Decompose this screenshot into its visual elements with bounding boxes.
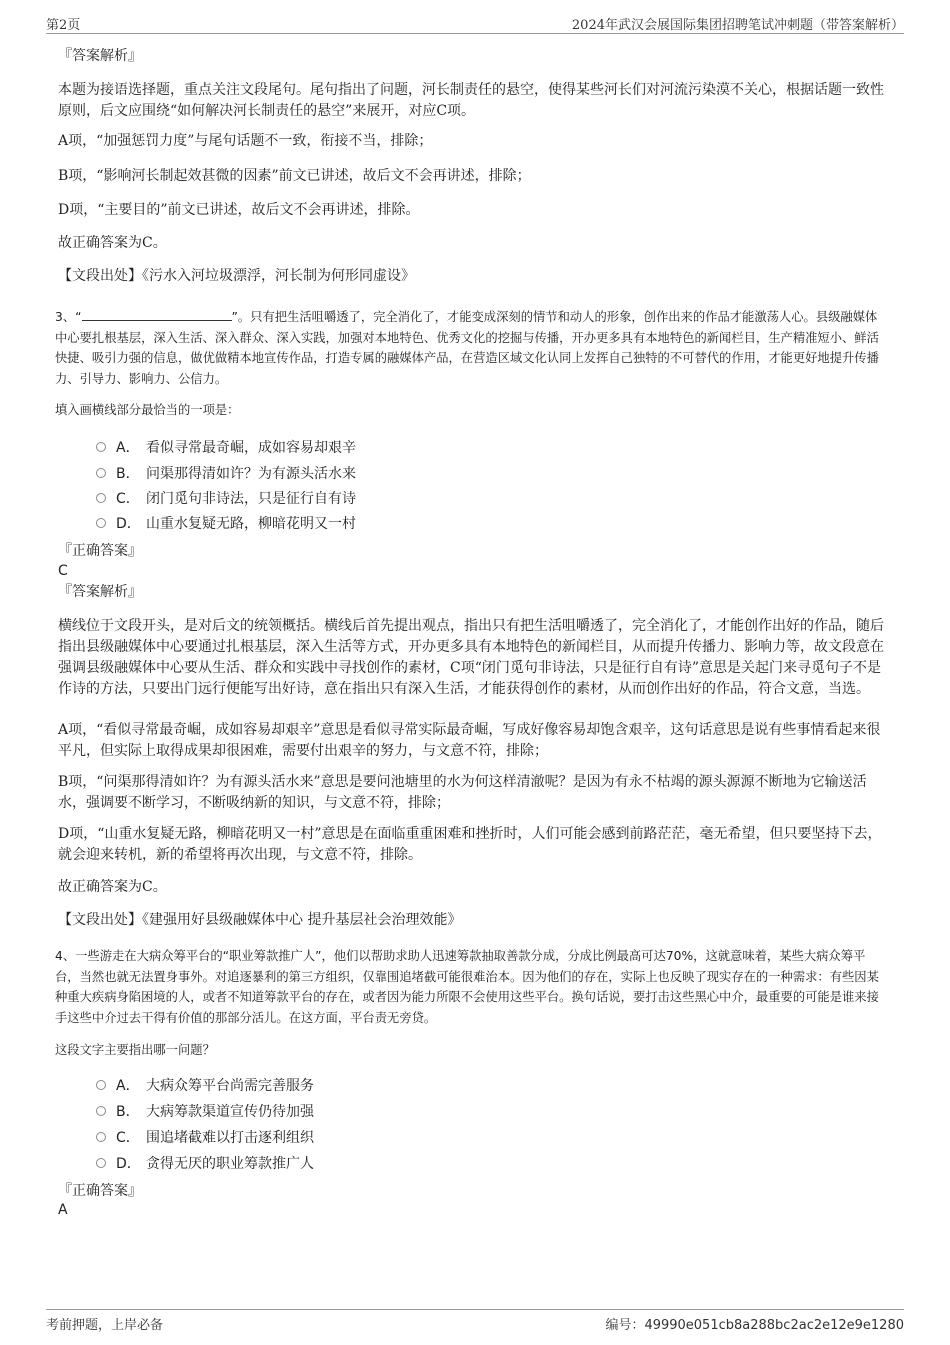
q3-option-c[interactable] [96,488,356,508]
q3-answer-title: 『正确答案』 [58,543,142,559]
q2-analysis-intro: 本题为接语选择题，重点关注文段尾句。尾句指出了问题，河长制责任的悬空，使得某些河长们对河流污染漠不关心，根据话题一致性原则，后文应围绕“如何解决河长制责任的悬空”来展开，对应C项。 [58,82,884,119]
radio-icon[interactable] [96,493,106,503]
option-letter: D． [116,1156,141,1172]
option-letter: B． [116,1104,140,1120]
q3-analysis: 横线位于文段开头，是对后文的统领概括。横线后首先提出观点，指出只有把生活咀嚼透了，完全消化了，才能创作出好的作品，随后指出县级融媒体中心要通过扎根基层，深入生活等方式，开办更多具有本地特色的新闻栏目，从而提升传播力、影响力等，故文段意在强调县级融媒体中心要从生活、群众和实践中寻找创作的素材，C项“闭门觅句非诗法，只是征行自有诗”意思是关起门来寻觅句子不是作诗的方法，只要出门远行便能写出好诗，意在指出只有深入生活，才能获得创作的素材，从而创作出好的作品，符合文意，当选。 [58,618,884,697]
q4-option-b[interactable] [96,1101,314,1121]
q3-analysis-title: 『答案解析』 [58,584,142,600]
option-text: 围追堵截难以打击逐利组织 [146,1130,314,1146]
q3-option-b[interactable] [96,463,356,483]
q3-source: 【文段出处】《建强用好县级融媒体中心 提升基层社会治理效能》 [58,912,462,928]
radio-icon[interactable] [96,442,106,452]
q4-stem: 4、一些游走在大病众筹平台的“职业筹款推广人”，他们以帮助求助人迅速筹款抽取善款分成，分成比例最高可达70%，这就意味着，某些大病众筹平台，当然也就无法置身事外。对追逐暴利的第三方组织，仅靠围追堵截可能很难治本。因为他们的存在，实际上也反映了现实存在的一种需求：有些因某种重大疾病身陷困境的人，或者不知道筹款平台的存在，或者因为能力所限不会使用这些平台。换句话说，要打击这些黑心中介，最重要的可能是谁来接手这些中介过去干得有价值的那部分活儿。在这方面，平台责无旁贷。 [55,949,879,1025]
option-text: 闭门觅句非诗法，只是征行自有诗 [146,491,356,507]
q4-option-d[interactable] [96,1153,314,1173]
footer-slogan: 考前押题，上岸必备 [46,1318,164,1333]
option-text: 问渠那得清如许？为有源头活水来 [146,466,356,482]
q3-conclusion: 故正确答案为C。 [58,879,167,895]
q3-analysis-b: B项，“问渠那得清如许？为有源头活水来”意思是要问池塘里的水为何这样清澈呢？是因为有永不枯竭的源头源源不断地为它输送活水，强调要不断学习，不断吸纳新的知识，与文意不符，排除； [58,774,867,811]
q3-stem-text: ”。只有把生活咀嚼透了，完全消化了，才能变成深刻的情节和动人的形象，创作出来的作品才能激荡人心。县级融媒体中心要扎根基层，深入生活、深入群众、深入实践，加强对本地特色、优秀文化的挖掘与传播，开办更多具有本地特色的新闻栏目，生产精准短小、鲜活快捷、吸引力强的信息，做优做精本地宣传作品，打造专属的融媒体产品，在营造区域文化认同上发挥自己独特的不可替代的作用，才能更好地提升传播力、引导力、影响力、公信力。 [55,310,879,386]
q3-stem [55,307,889,389]
footer-rule [46,1309,904,1310]
document-title: 2024年武汉会展国际集团招聘笔试冲刺题（带答案解析） [571,18,904,33]
footer-serial: 编号：49990e051cb8a288bc2ac2e12e9e1280 [605,1318,904,1333]
option-letter: A． [116,1078,140,1094]
q4-option-a[interactable] [96,1075,314,1095]
q3-option-a[interactable] [96,437,356,457]
q2-analysis-d: D项，“主要目的”前文已讲述，故后文不会再讲述，排除。 [58,202,420,218]
q3-question: 填入画横线部分最恰当的一项是： [55,403,240,417]
option-text: 大病众筹平台尚需完善服务 [146,1078,314,1094]
radio-icon[interactable] [96,1080,106,1090]
option-text: 大病筹款渠道宣传仍待加强 [146,1104,314,1120]
radio-icon[interactable] [96,1132,106,1142]
radio-icon[interactable] [96,1158,106,1168]
radio-icon[interactable] [96,468,106,478]
q3-fill-blank [82,309,232,321]
q3-stem-prefix: 3、“ [55,310,82,324]
q4-question: 这段文字主要指出哪一问题？ [55,1043,215,1057]
q3-analysis-a: A项，“看似寻常最奇崛，成如容易却艰辛”意思是看似寻常实际最奇崛，写成好像容易却饱含艰辛，这句话意思是说有些事情看起来很平凡，但实际上取得成果却很困难，需要付出艰辛的努力，与文意不符，排除； [58,722,881,759]
q3-option-d[interactable] [96,513,356,533]
radio-icon[interactable] [96,518,106,528]
q4-answer-title: 『正确答案』 [58,1183,142,1199]
q3-answer: C [58,563,68,579]
q3-analysis-d: D项，“山重水复疑无路，柳暗花明又一村”意思是在面临重重困难和挫折时，人们可能会感到前路茫茫，毫无希望，但只要坚持下去，就会迎来转机，新的希望将再次出现，与文意不符，排除。 [58,826,882,863]
page-number: 第2页 [46,18,81,33]
radio-icon[interactable] [96,1106,106,1116]
option-letter: D． [116,516,141,532]
q4-option-c[interactable] [96,1127,314,1147]
q2-analysis-title: 『答案解析』 [58,48,142,64]
q2-analysis-b: B项，“影响河长制起效甚微的因素”前文已讲述，故后文不会再讲述，排除； [58,168,531,184]
option-text: 看似寻常最奇崛，成如容易却艰辛 [146,440,356,456]
header-rule [46,33,904,34]
q4-answer: A [58,1202,68,1218]
q2-conclusion: 故正确答案为C。 [58,235,167,251]
option-letter: A． [116,440,140,456]
option-letter: C． [116,491,140,507]
q2-analysis-a: A项，“加强惩罚力度”与尾句话题不一致，衔接不当，排除； [58,133,433,149]
option-letter: B． [116,466,140,482]
option-text: 贪得无厌的职业筹款推广人 [146,1156,314,1172]
option-letter: C． [116,1130,140,1146]
option-text: 山重水复疑无路，柳暗花明又一村 [146,516,356,532]
q2-source: 【文段出处】《污水入河垃圾漂浮，河长制为何形同虚设》 [58,268,415,284]
